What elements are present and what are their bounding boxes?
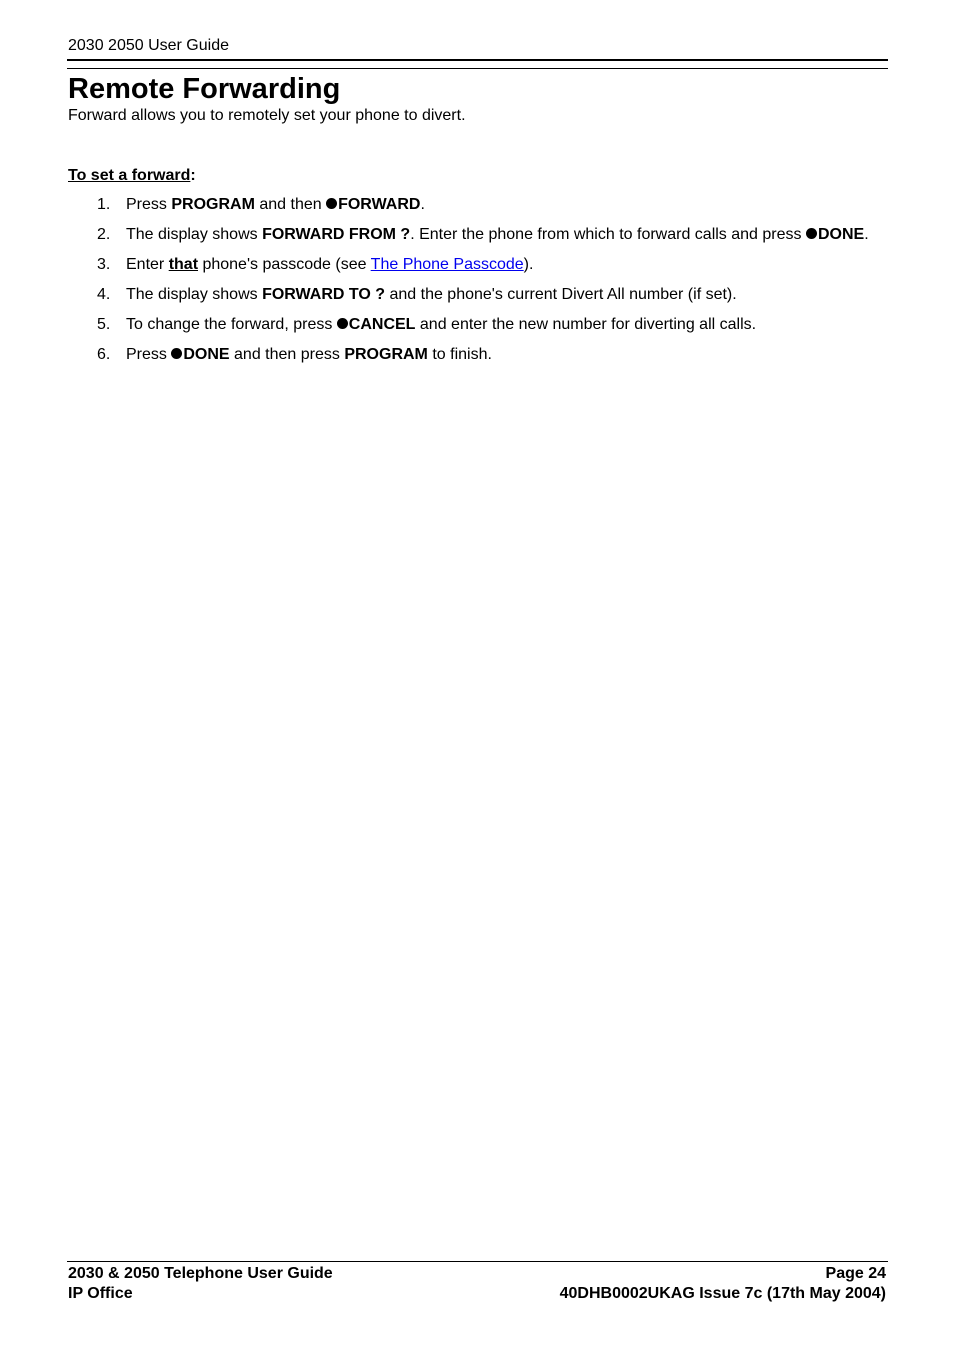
section-heading-text: To set a forward <box>68 167 191 184</box>
step-number: 5. <box>97 316 111 333</box>
step-item <box>68 225 888 245</box>
footer-rule <box>67 1261 888 1262</box>
steps-list <box>68 195 888 375</box>
footer-guide-title: 2030 & 2050 Telephone User Guide <box>68 1265 333 1282</box>
step-text: and then <box>254 196 327 213</box>
running-header: 2030 2050 User Guide <box>68 37 229 54</box>
step-item <box>68 285 888 305</box>
footer-product: IP Office <box>68 1285 133 1302</box>
display-forward-to: FORWARD TO ? <box>262 286 386 303</box>
footer-page-number: Page 24 <box>825 1265 886 1282</box>
step-text: ). <box>523 256 534 273</box>
step-text: To change the forward, press <box>126 316 337 333</box>
step-item <box>68 195 888 215</box>
key-program: PROGRAM <box>171 196 255 213</box>
softkey-dot-icon <box>171 348 182 359</box>
step-text: phone's passcode (see <box>198 256 371 273</box>
key-program: PROGRAM <box>344 346 428 363</box>
step-item <box>68 315 888 335</box>
step-text: . <box>864 226 869 243</box>
step-text: Press <box>126 196 172 213</box>
step-text: . Enter the phone from which to forward calls and press <box>410 226 806 243</box>
key-forward: FORWARD <box>338 196 421 213</box>
footer-issue: 40DHB0002UKAG Issue 7c (17th May 2004) <box>559 1285 886 1302</box>
phone-passcode-link[interactable]: The Phone Passcode <box>370 256 524 273</box>
section-heading-colon: : <box>190 167 196 184</box>
header-rule-thin <box>67 68 888 69</box>
step-text: Enter <box>126 256 169 273</box>
softkey-dot-icon <box>806 228 817 239</box>
step-number: 4. <box>97 286 111 303</box>
softkey-dot-icon <box>326 198 337 209</box>
key-done: DONE <box>817 226 865 243</box>
step-text: The display shows <box>126 226 263 243</box>
display-forward-from: FORWARD FROM ? <box>262 226 411 243</box>
key-done: DONE <box>183 346 230 363</box>
step-text: and enter the new number for diverting all calls. <box>415 316 757 333</box>
step-number: 6. <box>97 346 111 363</box>
step-number: 2. <box>97 226 111 243</box>
page-footer <box>68 1264 886 1304</box>
step-number: 3. <box>97 256 111 273</box>
step-number: 1. <box>97 196 111 213</box>
footer-row <box>68 1264 886 1284</box>
step-text: Press <box>126 346 172 363</box>
step-text: . <box>420 196 425 213</box>
page-title: Remote Forwarding <box>68 73 341 105</box>
section-heading <box>68 167 196 185</box>
intro-paragraph: Forward allows you to remotely set your phone to divert. <box>68 107 466 124</box>
softkey-dot-icon <box>337 318 348 329</box>
header-rule-thick <box>67 59 888 61</box>
step-text: The display shows <box>126 286 263 303</box>
step-item <box>68 255 888 275</box>
emphasis-that: that <box>168 256 199 273</box>
step-text: and then press <box>229 346 345 363</box>
step-item <box>68 345 888 365</box>
key-cancel: CANCEL <box>348 316 416 333</box>
step-text: to finish. <box>427 346 492 363</box>
step-text: and the phone's current Divert All number (if set). <box>385 286 737 303</box>
footer-row <box>68 1284 886 1304</box>
